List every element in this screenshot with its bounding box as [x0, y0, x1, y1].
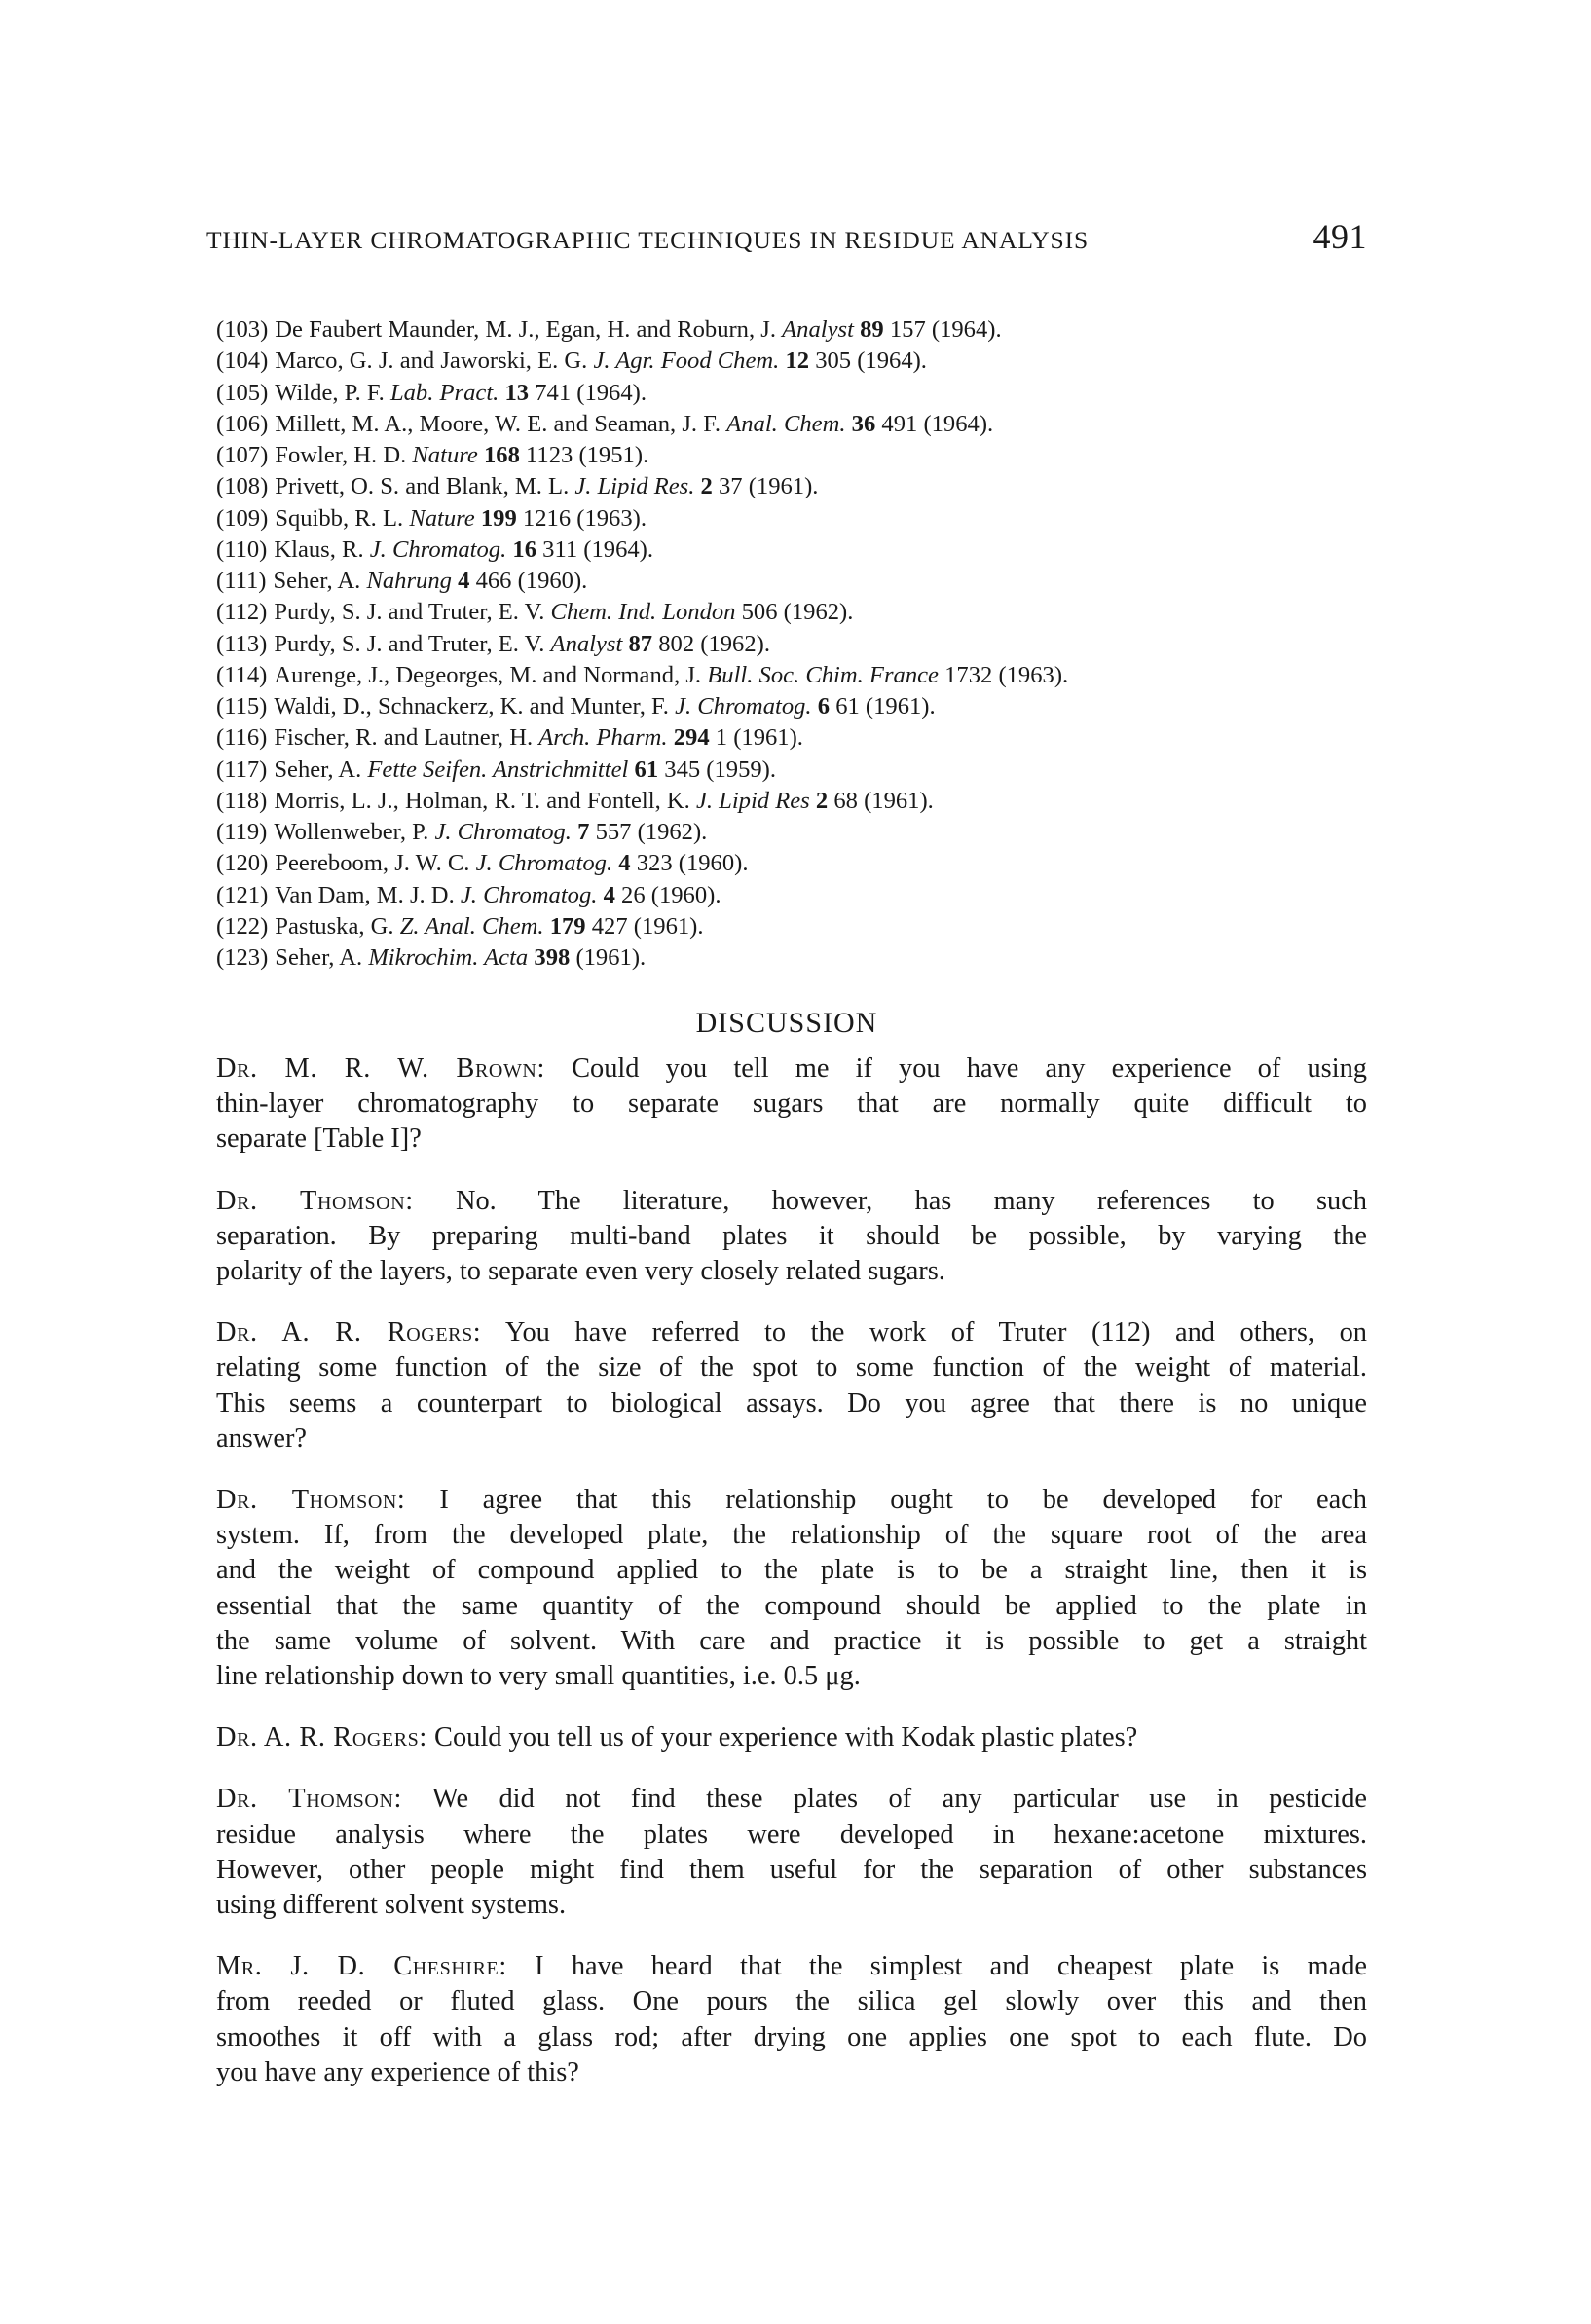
- reference-authors: Fischer, R. and Lautner, H.: [274, 724, 534, 752]
- reference-citation: 1216 (1963).: [522, 504, 647, 532]
- discussion-entry: [216, 1315, 1367, 1457]
- reference-journal: Nature: [409, 504, 475, 532]
- reference-journal: J. Chromatog.: [434, 819, 572, 845]
- reference-item: [216, 817, 1385, 848]
- reference-authors: Purdy, S. J. and Truter, E. V.: [274, 599, 545, 626]
- reference-citation: 305 (1964).: [815, 348, 927, 375]
- discussion-text: smoothes it off with a glass rod; after drying one applies one spot to each flute. Do: [216, 2021, 1367, 2052]
- reference-authors: Pastuska, G.: [275, 912, 394, 940]
- speaker-name: Dr. A. R. Rogers:: [216, 1317, 482, 1348]
- reference-number: (104): [216, 348, 269, 375]
- discussion-heading: DISCUSSION: [695, 1007, 878, 1039]
- discussion-text: Could you tell me if you have any experience of using: [572, 1053, 1367, 1084]
- discussion-line: [216, 1720, 1367, 1755]
- reference-authors: Seher, A.: [273, 568, 361, 594]
- discussion-text: line relationship down to very small quantities, i.e. 0.5 μg.: [216, 1661, 861, 1692]
- reference-volume: 87: [628, 630, 653, 657]
- reference-journal: Nature: [412, 442, 478, 468]
- reference-journal: J. Lipid Res: [695, 787, 810, 814]
- discussion-text: Could you tell us of your experience with Kodak plastic plates?: [434, 1722, 1138, 1753]
- reference-number: (119): [216, 819, 268, 845]
- speaker-name: Mr. J. D. Cheshire:: [216, 1951, 507, 1982]
- reference-journal: J. Chromatog.: [460, 881, 598, 908]
- discussion-line: [216, 1219, 1367, 1254]
- reference-authors: Wilde, P. F.: [275, 379, 385, 406]
- reference-number: (105): [216, 379, 269, 406]
- discussion-text: residue analysis where the plates were developed in hexane:acetone mixtures.: [216, 1819, 1367, 1850]
- discussion-line: [216, 1984, 1367, 2019]
- reference-citation: 323 (1960).: [636, 850, 749, 877]
- discussion-line: [216, 1122, 1367, 1157]
- reference-authors: Klaus, R.: [274, 535, 364, 563]
- reference-number: (114): [216, 661, 268, 688]
- reference-authors: De Faubert Maunder, M. J., Egan, H. and Roburn, J.: [275, 316, 776, 343]
- running-header: [206, 216, 1367, 257]
- reference-authors: Fowler, H. D.: [275, 442, 407, 468]
- reference-citation: 1732 (1963).: [944, 661, 1069, 688]
- reference-item: [216, 346, 1385, 377]
- reference-item: [216, 880, 1385, 911]
- reference-item: [216, 660, 1385, 691]
- reference-journal: Arch. Pharm.: [538, 724, 668, 752]
- reference-volume: 4: [618, 850, 631, 877]
- reference-volume: 7: [577, 819, 590, 845]
- discussion-line: [216, 1483, 1367, 1518]
- discussion-text: This seems a counterpart to biological assays. Do you agree that there is no unique: [216, 1387, 1367, 1419]
- discussion-line: [216, 1051, 1367, 1087]
- reference-volume: 4: [458, 568, 470, 594]
- reference-citation: 345 (1959).: [664, 756, 777, 783]
- speaker-name: Dr. Thomson:: [216, 1485, 406, 1516]
- reference-item: [216, 314, 1385, 346]
- discussion-text: No. The literature, however, has many references to such: [455, 1185, 1367, 1216]
- discussion-text: answer?: [216, 1422, 308, 1454]
- reference-number: (117): [216, 756, 268, 783]
- discussion-text: relating some function of the size of the spot to some function of the weight of material.: [216, 1352, 1367, 1383]
- reference-citation: (1961).: [575, 944, 647, 971]
- reference-item: [216, 848, 1385, 879]
- reference-journal: J. Chromatog.: [675, 693, 812, 719]
- reference-journal: Anal. Chem.: [726, 410, 846, 437]
- reference-number: (107): [216, 442, 269, 468]
- discussion-line: [216, 1949, 1367, 1984]
- discussion-text: you have any experience of this?: [216, 2056, 579, 2087]
- reference-authors: Millett, M. A., Moore, W. E. and Seaman, J. F.: [275, 410, 722, 437]
- reference-authors: Peereboom, J. W. C.: [275, 850, 470, 877]
- discussion-text: However, other people might find them useful for the separation of other substances: [216, 1854, 1367, 1885]
- reference-item: [216, 722, 1385, 754]
- reference-journal: Analyst: [782, 316, 854, 343]
- reference-journal: J. Chromatog.: [475, 850, 613, 877]
- speaker-name: Dr. A. R. Rogers:: [216, 1722, 427, 1753]
- reference-journal: Analyst: [550, 630, 623, 657]
- reference-citation: 61 (1961).: [835, 693, 936, 719]
- reference-authors: Seher, A.: [274, 756, 362, 783]
- reference-journal: Nahrung: [366, 568, 452, 594]
- reference-item: [216, 535, 1385, 566]
- reference-item: [216, 503, 1385, 535]
- reference-item: [216, 409, 1385, 440]
- reference-authors: Wollenweber, P.: [274, 819, 429, 845]
- reference-number: (111): [216, 568, 267, 594]
- reference-number: (123): [216, 944, 269, 971]
- reference-authors: Van Dam, M. J. D.: [275, 881, 455, 908]
- reference-authors: Privett, O. S. and Blank, M. L.: [275, 473, 570, 500]
- reference-volume: 2: [815, 787, 829, 814]
- speaker-name: Dr. Thomson:: [216, 1784, 402, 1815]
- discussion-line: [216, 1254, 1367, 1289]
- reference-volume: 61: [634, 756, 659, 783]
- reference-citation: 37 (1961).: [718, 473, 819, 500]
- reference-authors: Aurenge, J., Degeorges, M. and Normand, J.: [274, 661, 702, 688]
- discussion-text: thin-layer chromatography to separate sugars that are normally quite difficult to: [216, 1088, 1367, 1120]
- reference-item: [216, 597, 1385, 628]
- reference-citation: 157 (1964).: [889, 316, 1002, 343]
- reference-item: [216, 471, 1385, 502]
- discussion-section: [216, 1051, 1367, 2117]
- reference-citation: 311 (1964).: [542, 535, 654, 563]
- discussion-text: from reeded or fluted glass. One pours the silica gel slowly over this and then: [216, 1986, 1367, 2017]
- reference-volume: 398: [534, 944, 571, 971]
- discussion-text: system. If, from the developed plate, the relationship of the square root of the area: [216, 1520, 1367, 1551]
- reference-citation: 557 (1962).: [595, 819, 708, 845]
- discussion-text: We did not find these plates of any particular use in pesticide: [431, 1784, 1367, 1815]
- reference-number: (120): [216, 850, 269, 877]
- reference-number: (109): [216, 504, 269, 532]
- reference-item: [216, 566, 1385, 597]
- reference-authors: Marco, G. J. and Jaworski, E. G.: [275, 348, 588, 375]
- discussion-text: I agree that this relationship ought to be developed for each: [439, 1485, 1367, 1516]
- reference-item: [216, 629, 1385, 660]
- reference-volume: 12: [785, 348, 810, 375]
- reference-number: (106): [216, 410, 269, 437]
- discussion-text: using different solvent systems.: [216, 1890, 567, 1921]
- reference-authors: Purdy, S. J. and Truter, E. V.: [274, 630, 545, 657]
- reference-item: [216, 911, 1385, 942]
- speaker-name: Dr. M. R. W. Brown:: [216, 1053, 545, 1084]
- reference-item: [216, 755, 1385, 786]
- discussion-line: [216, 1589, 1367, 1624]
- reference-citation: 506 (1962).: [741, 599, 854, 626]
- reference-volume: 199: [480, 504, 517, 532]
- discussion-text: essential that the same quantity of the compound should be applied to the plate in: [216, 1590, 1367, 1621]
- discussion-line: [216, 1184, 1367, 1219]
- discussion-text: I have heard that the simplest and cheapest plate is made: [535, 1951, 1368, 1982]
- reference-item: [216, 786, 1385, 817]
- reference-journal: J. Chromatog.: [369, 535, 507, 563]
- discussion-line: [216, 1518, 1367, 1553]
- reference-number: (116): [216, 724, 268, 752]
- reference-journal: Fette Seifen. Anstrichmittel: [367, 756, 629, 783]
- reference-number: (108): [216, 473, 269, 500]
- speaker-name: Dr. Thomson:: [216, 1185, 414, 1216]
- reference-citation: 26 (1960).: [621, 881, 722, 908]
- discussion-line: [216, 1888, 1367, 1923]
- reference-volume: 16: [512, 535, 537, 563]
- discussion-text: polarity of the layers, to separate even very closely related sugars.: [216, 1256, 945, 1287]
- discussion-line: [216, 1853, 1367, 1888]
- reference-volume: 294: [673, 724, 710, 752]
- reference-citation: 491 (1964).: [881, 410, 994, 437]
- discussion-entry: [216, 1483, 1367, 1694]
- discussion-line: [216, 1659, 1367, 1694]
- discussion-text: the same volume of solvent. With care and practice it is possible to get a straight: [216, 1625, 1367, 1656]
- reference-citation: 802 (1962).: [658, 630, 770, 657]
- discussion-text: separate [Table I]?: [216, 1124, 422, 1155]
- reference-citation: 741 (1964).: [535, 379, 647, 406]
- running-title: THIN-LAYER CHROMATOGRAPHIC TECHNIQUES IN RESIDUE ANALYSIS: [206, 226, 1090, 254]
- reference-volume: 89: [860, 316, 884, 343]
- discussion-entry: [216, 1184, 1367, 1290]
- reference-authors: Morris, L. J., Holman, R. T. and Fontell, K.: [274, 787, 690, 814]
- reference-citation: 1 (1961).: [715, 724, 803, 752]
- discussion-line: [216, 1350, 1367, 1385]
- reference-journal: Chem. Ind. London: [550, 599, 736, 626]
- discussion-line: [216, 1421, 1367, 1457]
- discussion-text: and the weight of compound applied to the plate is to be a straight line, then it is: [216, 1555, 1367, 1586]
- discussion-line: [216, 1553, 1367, 1588]
- reference-number: (103): [216, 316, 269, 343]
- discussion-entry: [216, 1782, 1367, 1923]
- discussion-line: [216, 1386, 1367, 1421]
- discussion-text: separation. By preparing multi-band plates it should be possible, by varying the: [216, 1220, 1367, 1251]
- discussion-entry: [216, 1051, 1367, 1158]
- reference-volume: 179: [549, 912, 586, 940]
- reference-volume: 13: [504, 379, 530, 406]
- reference-number: (110): [216, 535, 268, 563]
- discussion-line: [216, 1782, 1367, 1817]
- reference-item: [216, 378, 1385, 409]
- reference-item: [216, 942, 1385, 974]
- discussion-line: [216, 2020, 1367, 2055]
- reference-number: (113): [216, 630, 268, 657]
- reference-item: [216, 440, 1385, 471]
- reference-citation: 466 (1960).: [475, 568, 588, 594]
- reference-authors: Squibb, R. L.: [275, 504, 404, 532]
- discussion-line: [216, 1087, 1367, 1122]
- reference-journal: Z. Anal. Chem.: [399, 912, 544, 940]
- reference-citation: 1123 (1951).: [526, 442, 649, 468]
- page-number: 491: [1313, 217, 1367, 256]
- reference-journal: Mikrochim. Acta: [368, 944, 529, 971]
- discussion-line: [216, 1315, 1367, 1350]
- reference-authors: Waldi, D., Schnackerz, K. and Munter, F.: [274, 693, 669, 719]
- reference-journal: Bull. Soc. Chim. France: [707, 661, 939, 688]
- reference-volume: 2: [700, 473, 713, 500]
- discussion-entry: [216, 1949, 1367, 2090]
- reference-number: (112): [216, 599, 268, 626]
- reference-number: (122): [216, 912, 269, 940]
- reference-number: (115): [216, 693, 268, 719]
- discussion-line: [216, 1624, 1367, 1659]
- reference-journal: J. Lipid Res.: [574, 473, 695, 500]
- reference-authors: Seher, A.: [275, 944, 363, 971]
- reference-number: (121): [216, 881, 269, 908]
- reference-citation: 68 (1961).: [833, 787, 934, 814]
- reference-list: [216, 314, 1385, 974]
- reference-volume: 36: [851, 410, 876, 437]
- reference-volume: 6: [817, 693, 831, 719]
- discussion-entry: [216, 1720, 1367, 1755]
- reference-journal: Lab. Pract.: [389, 379, 500, 406]
- reference-citation: 427 (1961).: [591, 912, 704, 940]
- discussion-line: [216, 1818, 1367, 1853]
- reference-item: [216, 691, 1385, 722]
- reference-volume: 168: [483, 442, 520, 468]
- reference-number: (118): [216, 787, 268, 814]
- reference-volume: 4: [603, 881, 615, 908]
- reference-journal: J. Agr. Food Chem.: [593, 348, 780, 375]
- discussion-line: [216, 2055, 1367, 2090]
- discussion-text: You have referred to the work of Truter (112) and others, on: [504, 1317, 1367, 1348]
